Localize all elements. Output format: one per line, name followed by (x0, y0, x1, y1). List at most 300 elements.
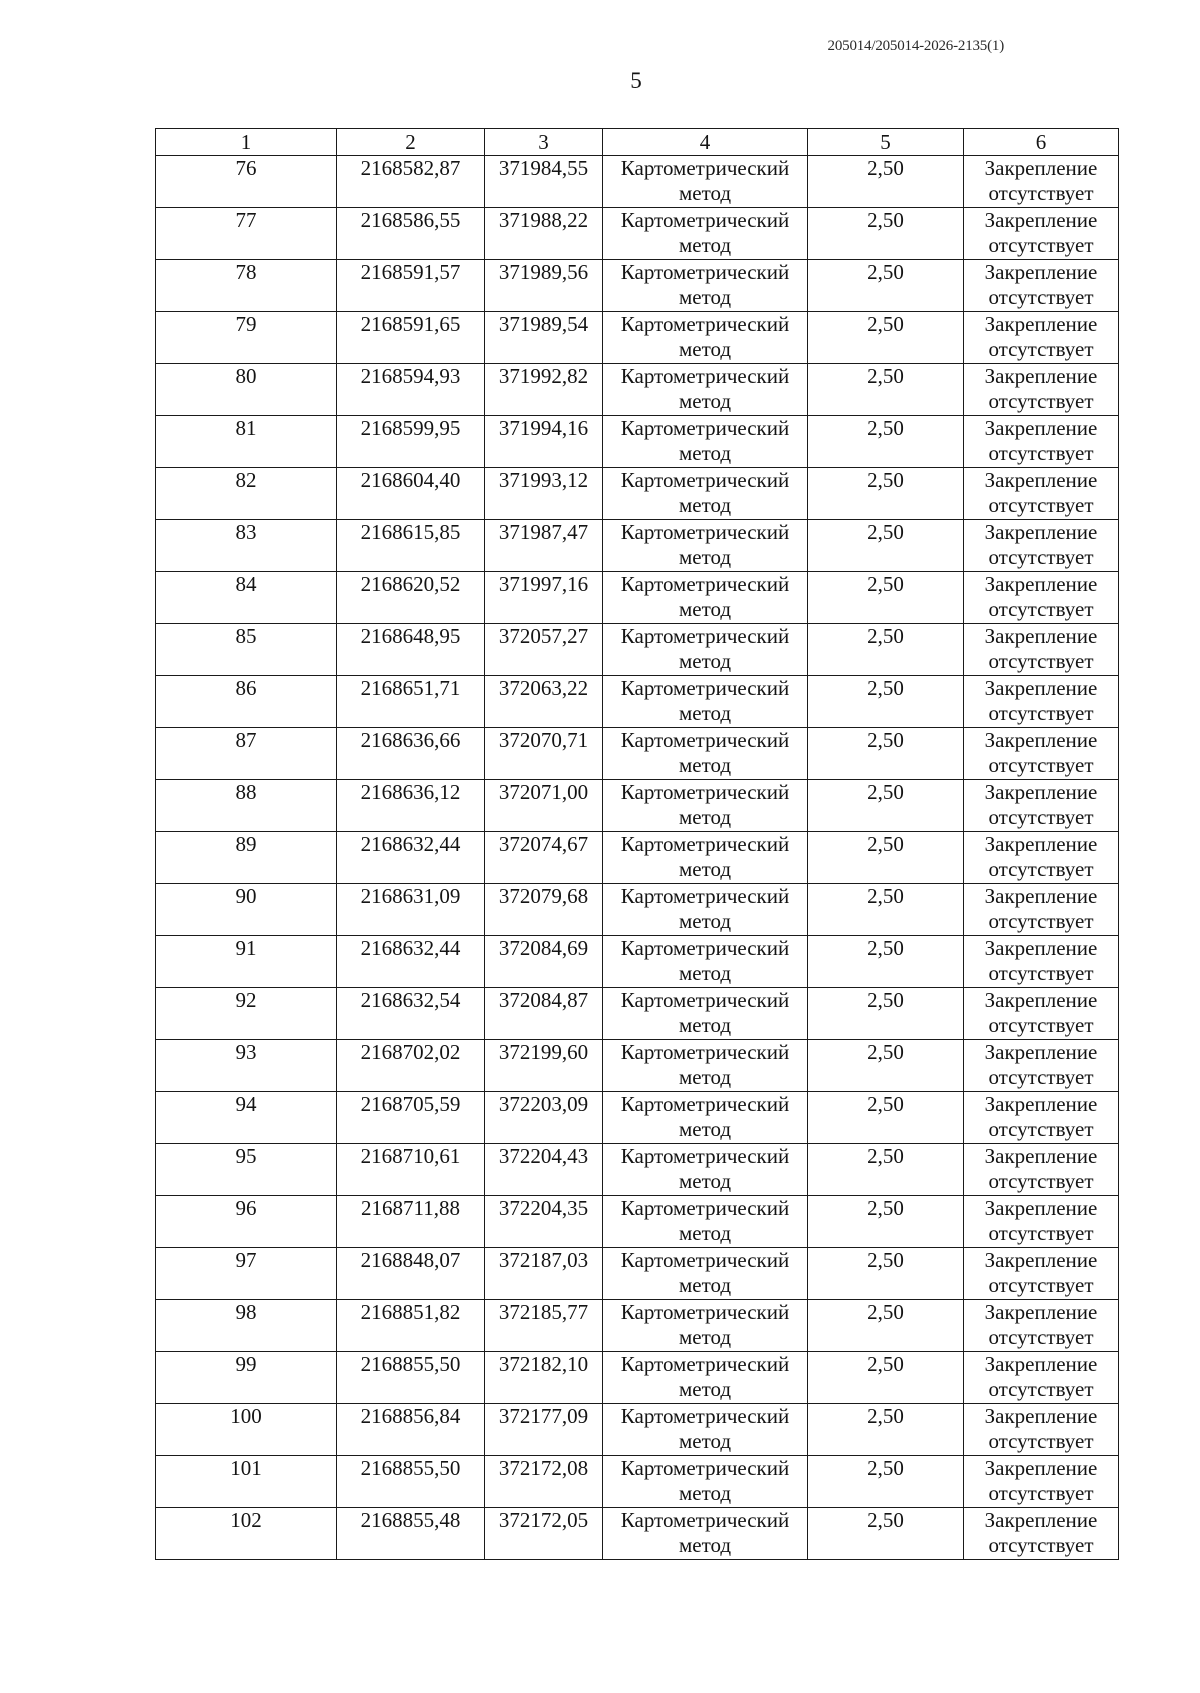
cell-coordinate-x (337, 1040, 485, 1092)
cell-point-number (156, 1092, 337, 1144)
cell-point-number (156, 520, 337, 572)
cell-accuracy (808, 624, 964, 676)
cell-coordinate-x (337, 988, 485, 1040)
cell-coordinate-y-text: 372063,22 (498, 676, 589, 700)
cell-coordinate-x-text: 2168711,88 (361, 1196, 460, 1220)
cell-coordinate-y-text: 371989,54 (498, 312, 589, 336)
cell-accuracy (808, 1092, 964, 1144)
cell-method-text: Картометрический метод (620, 156, 790, 205)
cell-coordinate-y (485, 1040, 603, 1092)
cell-coordinate-x (337, 156, 485, 208)
cell-coordinate-y (485, 1196, 603, 1248)
cell-point-number-text: 83 (235, 520, 257, 544)
cell-coordinate-y-text: 372182,10 (498, 1352, 589, 1376)
cell-fixing (964, 468, 1119, 520)
cell-method-text: Картометрический метод (620, 312, 790, 361)
cell-fixing-text: Закрепление отсутствует (984, 572, 1098, 621)
cell-fixing-text: Закрепление отсутствует (984, 1508, 1098, 1557)
cell-method (603, 260, 808, 312)
cell-point-number-text: 81 (235, 416, 257, 440)
cell-point-number-text: 90 (235, 884, 257, 908)
cell-accuracy-text: 2,50 (867, 676, 904, 700)
cell-coordinate-y (485, 208, 603, 260)
cell-coordinate-y-text: 371988,22 (498, 208, 589, 232)
cell-coordinate-y-text: 372203,09 (498, 1092, 589, 1116)
cell-coordinate-x (337, 520, 485, 572)
cell-method (603, 988, 808, 1040)
column-header-6: 6 (964, 129, 1119, 156)
cell-point-number (156, 780, 337, 832)
cell-coordinate-x (337, 1456, 485, 1508)
cell-point-number-text: 88 (235, 780, 257, 804)
cell-coordinate-y (485, 936, 603, 988)
cell-fixing (964, 1092, 1119, 1144)
cell-fixing (964, 156, 1119, 208)
cell-fixing-text: Закрепление отсутствует (984, 1092, 1098, 1141)
cell-coordinate-x (337, 1300, 485, 1352)
cell-coordinate-y-text: 372071,00 (498, 780, 589, 804)
cell-accuracy-text: 2,50 (867, 364, 904, 388)
cell-coordinate-x-text: 2168631,09 (360, 884, 461, 908)
cell-coordinate-x-text: 2168648,95 (360, 624, 461, 648)
cell-point-number (156, 1040, 337, 1092)
cell-accuracy (808, 676, 964, 728)
cell-coordinate-x-text: 2168705,59 (360, 1092, 461, 1116)
table-row (156, 1508, 1119, 1560)
cell-coordinate-y (485, 520, 603, 572)
cell-method-text: Картометрический метод (620, 728, 790, 777)
cell-coordinate-y (485, 624, 603, 676)
cell-coordinate-x (337, 1404, 485, 1456)
cell-coordinate-x-text: 2168855,50 (360, 1456, 461, 1480)
cell-coordinate-x-text: 2168855,48 (360, 1508, 461, 1532)
cell-point-number (156, 1196, 337, 1248)
cell-fixing-text: Закрепление отсутствует (984, 936, 1098, 985)
cell-method (603, 1456, 808, 1508)
cell-coordinate-x-text: 2168591,57 (360, 260, 461, 284)
cell-coordinate-y (485, 728, 603, 780)
cell-coordinate-x-text: 2168632,54 (360, 988, 461, 1012)
cell-fixing-text: Закрепление отсутствует (984, 1404, 1098, 1453)
cell-coordinate-y-text: 372172,08 (498, 1456, 589, 1480)
cell-coordinate-y (485, 884, 603, 936)
cell-fixing-text: Закрепление отсутствует (984, 832, 1098, 881)
cell-fixing-text: Закрепление отсутствует (984, 884, 1098, 933)
cell-fixing-text: Закрепление отсутствует (984, 676, 1098, 725)
cell-accuracy-text: 2,50 (867, 520, 904, 544)
cell-coordinate-x (337, 780, 485, 832)
cell-accuracy (808, 884, 964, 936)
cell-fixing (964, 936, 1119, 988)
cell-accuracy-text: 2,50 (867, 780, 904, 804)
cell-coordinate-y (485, 1144, 603, 1196)
cell-accuracy (808, 1248, 964, 1300)
cell-fixing (964, 1508, 1119, 1560)
cell-fixing-text: Закрепление отсутствует (984, 1144, 1098, 1193)
cell-method (603, 1352, 808, 1404)
cell-coordinate-x-text: 2168632,44 (360, 936, 461, 960)
cell-point-number (156, 624, 337, 676)
cell-accuracy-text: 2,50 (867, 936, 904, 960)
cell-coordinate-x (337, 832, 485, 884)
cell-point-number (156, 728, 337, 780)
cell-coordinate-y-text: 372084,69 (498, 936, 589, 960)
cell-accuracy (808, 728, 964, 780)
cell-fixing (964, 780, 1119, 832)
table-row (156, 1404, 1119, 1456)
cell-accuracy (808, 572, 964, 624)
cell-method (603, 676, 808, 728)
cell-accuracy (808, 208, 964, 260)
cell-accuracy-text: 2,50 (867, 208, 904, 232)
table-row (156, 1248, 1119, 1300)
cell-fixing-text: Закрепление отсутствует (984, 1300, 1098, 1349)
cell-method-text: Картометрический метод (620, 676, 790, 725)
column-header-5: 5 (808, 129, 964, 156)
cell-coordinate-x (337, 1352, 485, 1404)
cell-method (603, 1196, 808, 1248)
cell-coordinate-y-text: 372187,03 (498, 1248, 589, 1272)
cell-point-number-text: 76 (235, 156, 257, 180)
table-row (156, 1092, 1119, 1144)
cell-point-number-text: 100 (230, 1404, 262, 1428)
cell-coordinate-y (485, 676, 603, 728)
cell-coordinate-x-text: 2168604,40 (360, 468, 461, 492)
cell-point-number-text: 82 (235, 468, 257, 492)
cell-fixing (964, 416, 1119, 468)
cell-coordinate-y-text: 371993,12 (498, 468, 589, 492)
cell-point-number (156, 312, 337, 364)
table-row (156, 1196, 1119, 1248)
cell-method-text: Картометрический метод (620, 832, 790, 881)
cell-coordinate-x-text: 2168856,84 (360, 1404, 461, 1428)
cell-point-number-text: 77 (235, 208, 257, 232)
cell-point-number-text: 97 (235, 1248, 257, 1272)
cell-fixing-text: Закрепление отсутствует (984, 208, 1098, 257)
cell-accuracy-text: 2,50 (867, 1092, 904, 1116)
cell-method (603, 1248, 808, 1300)
cell-point-number-text: 94 (235, 1092, 257, 1116)
cell-coordinate-y-text: 372057,27 (498, 624, 589, 648)
cell-accuracy-text: 2,50 (867, 572, 904, 596)
cell-coordinate-x (337, 572, 485, 624)
cell-coordinate-x (337, 936, 485, 988)
cell-accuracy (808, 1196, 964, 1248)
cell-accuracy (808, 936, 964, 988)
cell-accuracy (808, 780, 964, 832)
cell-method-text: Картометрический метод (620, 1092, 790, 1141)
cell-point-number-text: 99 (235, 1352, 257, 1376)
cell-accuracy (808, 1508, 964, 1560)
cell-coordinate-x (337, 1248, 485, 1300)
cell-coordinate-y (485, 312, 603, 364)
cell-fixing-text: Закрепление отсутствует (984, 416, 1098, 465)
cell-accuracy (808, 1352, 964, 1404)
cell-accuracy (808, 1404, 964, 1456)
cell-accuracy-text: 2,50 (867, 156, 904, 180)
cell-method (603, 520, 808, 572)
column-header-3: 3 (485, 129, 603, 156)
cell-fixing (964, 1300, 1119, 1352)
cell-point-number (156, 1456, 337, 1508)
cell-method (603, 780, 808, 832)
cell-coordinate-y (485, 364, 603, 416)
cell-point-number-text: 92 (235, 988, 257, 1012)
table-row (156, 156, 1119, 208)
table-row (156, 624, 1119, 676)
cell-accuracy-text: 2,50 (867, 1352, 904, 1376)
cell-coordinate-x (337, 364, 485, 416)
cell-accuracy-text: 2,50 (867, 1404, 904, 1428)
cell-method (603, 156, 808, 208)
cell-coordinate-y-text: 372204,43 (498, 1144, 589, 1168)
cell-fixing-text: Закрепление отсутствует (984, 312, 1098, 361)
cell-accuracy-text: 2,50 (867, 1456, 904, 1480)
table-row (156, 312, 1119, 364)
cell-point-number (156, 1248, 337, 1300)
cell-accuracy-text: 2,50 (867, 1508, 904, 1532)
cell-point-number-text: 78 (235, 260, 257, 284)
cell-coordinate-x (337, 1508, 485, 1560)
cell-accuracy-text: 2,50 (867, 624, 904, 648)
cell-fixing-text: Закрепление отсутствует (984, 1196, 1098, 1245)
cell-point-number (156, 260, 337, 312)
cell-method (603, 884, 808, 936)
cell-method (603, 208, 808, 260)
cell-coordinate-y-text: 372172,05 (498, 1508, 589, 1532)
cell-method (603, 1092, 808, 1144)
cell-accuracy (808, 312, 964, 364)
cell-coordinate-y-text: 372204,35 (498, 1196, 589, 1220)
table-row (156, 364, 1119, 416)
cell-coordinate-x (337, 208, 485, 260)
cell-coordinate-x (337, 624, 485, 676)
cell-coordinate-x-text: 2168591,65 (360, 312, 461, 336)
cell-accuracy-text: 2,50 (867, 260, 904, 284)
cell-coordinate-x-text: 2168620,52 (360, 572, 461, 596)
cell-method (603, 312, 808, 364)
cell-coordinate-y-text: 371997,16 (498, 572, 589, 596)
cell-accuracy (808, 520, 964, 572)
cell-method-text: Картометрический метод (620, 1508, 790, 1557)
cell-accuracy-text: 2,50 (867, 1040, 904, 1064)
cell-coordinate-x-text: 2168855,50 (360, 1352, 461, 1376)
cell-method (603, 364, 808, 416)
cell-fixing-text: Закрепление отсутствует (984, 468, 1098, 517)
cell-method-text: Картометрический метод (620, 520, 790, 569)
cell-method-text: Картометрический метод (620, 1352, 790, 1401)
cell-method-text: Картометрический метод (620, 364, 790, 413)
cell-method-text: Картометрический метод (620, 468, 790, 517)
cell-coordinate-y (485, 572, 603, 624)
cell-fixing (964, 364, 1119, 416)
cell-coordinate-y (485, 156, 603, 208)
cell-coordinate-x-text: 2168599,95 (360, 416, 461, 440)
cell-point-number-text: 79 (235, 312, 257, 336)
cell-fixing (964, 520, 1119, 572)
table-row (156, 728, 1119, 780)
cell-fixing-text: Закрепление отсутствует (984, 728, 1098, 777)
cell-method-text: Картометрический метод (620, 1144, 790, 1193)
cell-fixing (964, 572, 1119, 624)
cell-method (603, 1040, 808, 1092)
cell-method (603, 1508, 808, 1560)
coordinates-table (155, 128, 1119, 1560)
cell-coordinate-y (485, 1092, 603, 1144)
cell-fixing (964, 1456, 1119, 1508)
cell-coordinate-x-text: 2168702,02 (360, 1040, 461, 1064)
cell-fixing-text: Закрепление отсутствует (984, 1248, 1098, 1297)
cell-fixing (964, 1352, 1119, 1404)
cell-method (603, 728, 808, 780)
cell-method (603, 1144, 808, 1196)
cell-coordinate-y (485, 1508, 603, 1560)
cell-accuracy-text: 2,50 (867, 1300, 904, 1324)
table-row (156, 884, 1119, 936)
cell-method-text: Картометрический метод (620, 1404, 790, 1453)
cell-fixing-text: Закрепление отсутствует (984, 1040, 1098, 1089)
cell-coordinate-x (337, 1092, 485, 1144)
cell-point-number (156, 572, 337, 624)
cell-accuracy (808, 156, 964, 208)
cell-point-number-text: 96 (235, 1196, 257, 1220)
cell-coordinate-y-text: 371994,16 (498, 416, 589, 440)
cell-fixing (964, 1144, 1119, 1196)
cell-method-text: Картометрический метод (620, 1248, 790, 1297)
cell-point-number (156, 208, 337, 260)
cell-coordinate-x-text: 2168586,55 (360, 208, 461, 232)
cell-coordinate-y (485, 988, 603, 1040)
cell-coordinate-x-text: 2168851,82 (360, 1300, 461, 1324)
cell-coordinate-y (485, 260, 603, 312)
cell-method-text: Картометрический метод (620, 1040, 790, 1089)
cell-fixing (964, 728, 1119, 780)
cell-coordinate-x-text: 2168636,12 (360, 780, 461, 804)
cell-accuracy (808, 468, 964, 520)
table-header (156, 129, 1119, 156)
cell-fixing (964, 1404, 1119, 1456)
cell-fixing (964, 1248, 1119, 1300)
cell-coordinate-x-text: 2168636,66 (360, 728, 461, 752)
table-row (156, 1300, 1119, 1352)
cell-point-number-text: 91 (235, 936, 257, 960)
table-row (156, 988, 1119, 1040)
table-row (156, 780, 1119, 832)
cell-point-number (156, 416, 337, 468)
cell-coordinate-x-text: 2168594,93 (360, 364, 461, 388)
cell-point-number (156, 1300, 337, 1352)
cell-accuracy (808, 364, 964, 416)
cell-point-number (156, 676, 337, 728)
cell-fixing (964, 260, 1119, 312)
cell-point-number-text: 84 (235, 572, 257, 596)
cell-coordinate-x-text: 2168710,61 (360, 1144, 461, 1168)
cell-method-text: Картометрический метод (620, 1196, 790, 1245)
table-row (156, 676, 1119, 728)
cell-coordinate-x-text: 2168651,71 (360, 676, 461, 700)
table-row (156, 572, 1119, 624)
cell-coordinate-x (337, 416, 485, 468)
table-row (156, 1456, 1119, 1508)
cell-fixing-text: Закрепление отсутствует (984, 1456, 1098, 1505)
cell-accuracy (808, 1040, 964, 1092)
cell-coordinate-y (485, 1404, 603, 1456)
cell-point-number (156, 1352, 337, 1404)
cell-fixing-text: Закрепление отсутствует (984, 260, 1098, 309)
cell-coordinate-y-text: 372070,71 (498, 728, 589, 752)
cell-accuracy-text: 2,50 (867, 1196, 904, 1220)
cell-coordinate-y-text: 371984,55 (498, 156, 589, 180)
cell-coordinate-x-text: 2168848,07 (360, 1248, 461, 1272)
table-row (156, 208, 1119, 260)
cell-fixing (964, 676, 1119, 728)
cell-point-number (156, 1508, 337, 1560)
cell-point-number-text: 95 (235, 1144, 257, 1168)
cell-fixing-text: Закрепление отсутствует (984, 780, 1098, 829)
cell-method-text: Картометрический метод (620, 416, 790, 465)
cell-point-number (156, 884, 337, 936)
table-row (156, 1144, 1119, 1196)
cell-point-number-text: 85 (235, 624, 257, 648)
cell-fixing-text: Закрепление отсутствует (984, 624, 1098, 673)
cell-accuracy (808, 832, 964, 884)
cell-coordinate-x (337, 468, 485, 520)
cell-coordinate-y-text: 372177,09 (498, 1404, 589, 1428)
cell-point-number-text: 86 (235, 676, 257, 700)
cell-coordinate-y-text: 371992,82 (498, 364, 589, 388)
cell-method (603, 1300, 808, 1352)
cell-coordinate-y (485, 1248, 603, 1300)
cell-method-text: Картометрический метод (620, 1456, 790, 1505)
cell-coordinate-x (337, 312, 485, 364)
cell-accuracy (808, 416, 964, 468)
column-header-1: 1 (156, 129, 337, 156)
cell-method-text: Картометрический метод (620, 624, 790, 673)
cell-accuracy-text: 2,50 (867, 728, 904, 752)
cell-coordinate-x (337, 1196, 485, 1248)
cell-method-text: Картометрический метод (620, 884, 790, 933)
cell-method-text: Картометрический метод (620, 208, 790, 257)
cell-method-text: Картометрический метод (620, 572, 790, 621)
cell-method-text: Картометрический метод (620, 988, 790, 1037)
cell-point-number (156, 468, 337, 520)
table-row (156, 936, 1119, 988)
cell-fixing (964, 208, 1119, 260)
cell-fixing (964, 988, 1119, 1040)
cell-method-text: Картометрический метод (620, 1300, 790, 1349)
page-number: 5 (630, 68, 642, 93)
table-row (156, 260, 1119, 312)
cell-fixing (964, 884, 1119, 936)
cell-coordinate-x-text: 2168582,87 (360, 156, 461, 180)
cell-point-number (156, 1404, 337, 1456)
cell-fixing (964, 624, 1119, 676)
cell-accuracy (808, 1144, 964, 1196)
cell-accuracy-text: 2,50 (867, 884, 904, 908)
cell-point-number (156, 156, 337, 208)
cell-coordinate-y (485, 1456, 603, 1508)
cell-accuracy (808, 988, 964, 1040)
cell-coordinate-x (337, 884, 485, 936)
cell-fixing (964, 1196, 1119, 1248)
cell-coordinate-x (337, 728, 485, 780)
cell-coordinate-y-text: 372074,67 (498, 832, 589, 856)
cell-fixing (964, 312, 1119, 364)
cell-fixing-text: Закрепление отсутствует (984, 364, 1098, 413)
table-row (156, 416, 1119, 468)
table-body (156, 156, 1119, 1560)
cell-point-number-text: 89 (235, 832, 257, 856)
